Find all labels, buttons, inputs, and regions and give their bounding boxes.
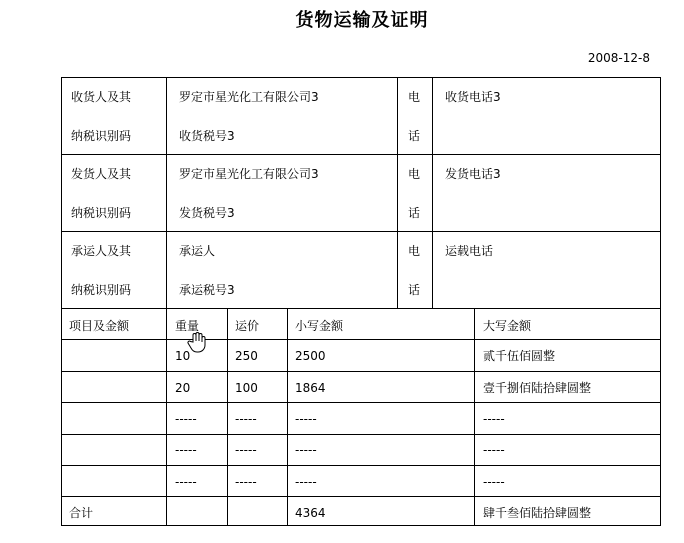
- row-4-amount-words: -----: [483, 443, 505, 457]
- party-divider: [61, 231, 661, 232]
- row-3-rate: -----: [235, 412, 257, 426]
- carrier-tax-no: 承运税号3: [179, 283, 235, 297]
- column-divider: [432, 77, 433, 309]
- row-4-weight: -----: [175, 443, 197, 457]
- waybill-table: [61, 77, 661, 526]
- header-amount-words: 大写金额: [483, 319, 532, 333]
- row-divider: [61, 402, 661, 403]
- row-2-weight: 20: [175, 381, 191, 395]
- consignee-phone: 收货电话3: [445, 90, 501, 104]
- header-amount: 小写金额: [295, 319, 344, 333]
- shipper-name: 罗定市星光化工有限公司3: [179, 167, 319, 181]
- row-2-rate: 100: [235, 381, 258, 395]
- carrier-label: 承运人及其: [71, 244, 132, 258]
- consignee-label: 收货人及其: [71, 90, 132, 104]
- row-1-rate: 250: [235, 349, 258, 363]
- header-rate: 运价: [235, 319, 260, 333]
- row-divider: [61, 465, 661, 466]
- column-divider: [474, 308, 475, 526]
- row-2-amount-words: 壹千捌佰陆拾肆圆整: [483, 381, 592, 395]
- carrier-name: 承运人: [179, 244, 216, 258]
- hand-cursor-icon: [186, 331, 208, 353]
- row-3-amount-words: -----: [483, 412, 505, 426]
- shipper-tax-no: 发货税号3: [179, 206, 235, 220]
- consignee-tax-no: 收货税号3: [179, 129, 235, 143]
- column-divider: [166, 77, 167, 526]
- row-divider: [61, 339, 661, 340]
- carrier-phone-label: 电: [408, 244, 421, 258]
- total-label: 合计: [69, 506, 94, 520]
- total-amount: 4364: [295, 506, 326, 520]
- row-3-amount: -----: [295, 412, 317, 426]
- column-divider: [227, 308, 228, 526]
- shipper-label: 发货人及其: [71, 167, 132, 181]
- document-date: 2008-12-8: [587, 51, 650, 65]
- party-items-divider: [61, 308, 661, 309]
- row-5-weight: -----: [175, 475, 197, 489]
- consignee-label-2: 纳税识别码: [71, 129, 132, 143]
- party-divider: [61, 154, 661, 155]
- consignee-phone-label-2: 话: [408, 129, 421, 143]
- row-1-weight: 10: [175, 349, 191, 363]
- total-amount-words: 肆千叁佰陆拾肆圆整: [483, 506, 592, 520]
- row-3-weight: -----: [175, 412, 197, 426]
- row-divider: [61, 371, 661, 372]
- row-4-amount: -----: [295, 443, 317, 457]
- header-item: 项目及金额: [69, 319, 130, 333]
- row-4-rate: -----: [235, 443, 257, 457]
- row-5-amount-words: -----: [483, 475, 505, 489]
- row-divider: [61, 496, 661, 497]
- row-divider: [61, 434, 661, 435]
- column-divider: [397, 77, 398, 309]
- shipper-phone-label: 电: [408, 167, 421, 181]
- consignee-phone-label: 电: [408, 90, 421, 104]
- carrier-phone: 运载电话: [445, 244, 494, 258]
- shipper-phone: 发货电话3: [445, 167, 501, 181]
- header-weight: 重量: [175, 319, 200, 333]
- shipper-phone-label-2: 话: [408, 206, 421, 220]
- row-2-amount: 1864: [295, 381, 326, 395]
- carrier-label-2: 纳税识别码: [71, 283, 132, 297]
- row-1-amount: 2500: [295, 349, 326, 363]
- row-5-amount: -----: [295, 475, 317, 489]
- shipper-label-2: 纳税识别码: [71, 206, 132, 220]
- row-5-rate: -----: [235, 475, 257, 489]
- page-title: 货物运输及证明: [295, 10, 429, 31]
- column-divider: [287, 308, 288, 526]
- carrier-phone-label-2: 话: [408, 283, 421, 297]
- consignee-name: 罗定市星光化工有限公司3: [179, 90, 319, 104]
- row-1-amount-words: 贰千伍佰圆整: [483, 349, 556, 363]
